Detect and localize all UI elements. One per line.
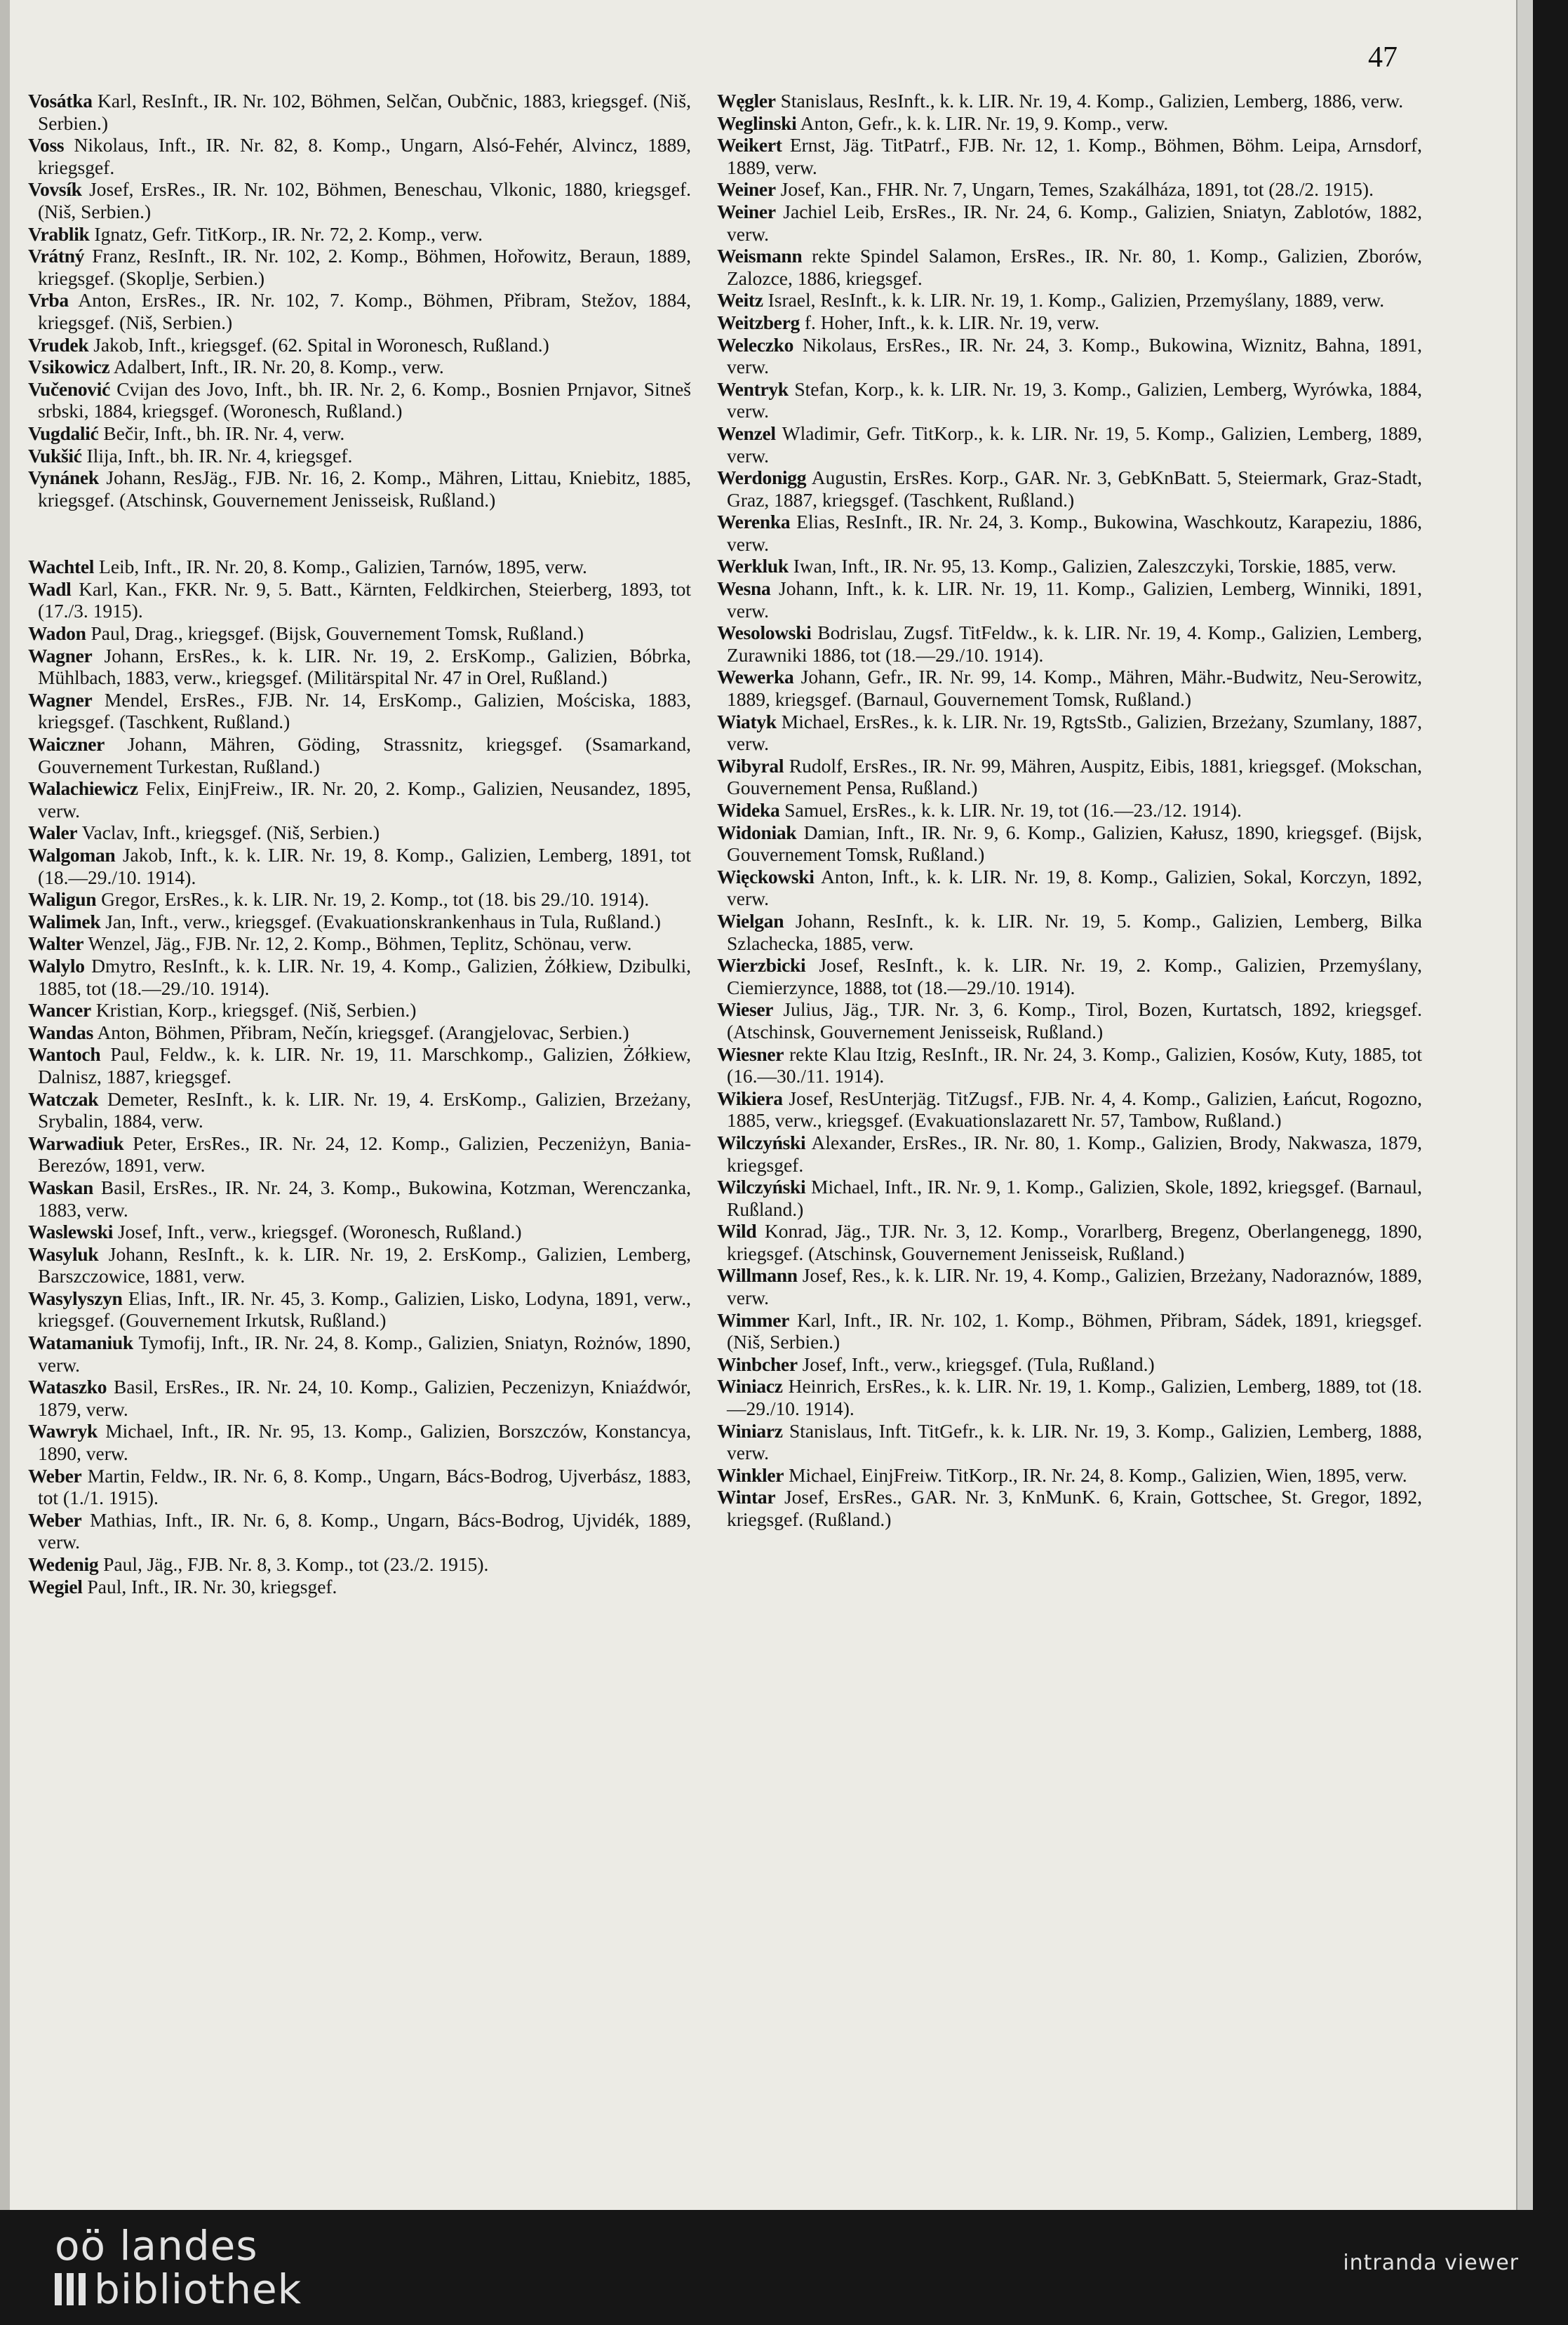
entry-surname: Wintar (717, 1486, 776, 1508)
entry-details: Franz, ResInft., IR. Nr. 102, 2. Komp., Böhmen, Hořowitz, Beraun, 1889, kriegsgef. (Skoplje, Serbien.) (38, 245, 691, 289)
entry-surname: Wielgan (717, 909, 784, 932)
register-entry (28, 1221, 691, 1243)
register-entry (717, 1087, 1422, 1132)
entry-surname: Wild (717, 1220, 757, 1242)
entry-surname: Wilczyński (717, 1131, 806, 1153)
entry-details: Josef, ResUnterjäg. TitZugsf., FJB. Nr. 4, 4. Komp., Galizien, Łańcut, Rogozno, 1885, verw., kriegsgef. (Evakuationslazarett Nr. 57, Tambow, Rußland.) (727, 1087, 1422, 1132)
entry-details: Johann, ErsRes., k. k. LIR. Nr. 19, 2. ErsKomp., Galizien, Bóbrka, Mühlbach, 1883, verw., kriegsgef. (Militärspital Nr. 47 in Orel, Rußland.) (38, 644, 691, 689)
register-entry (28, 178, 691, 222)
register-entry (717, 866, 1422, 910)
entry-details: rekte Spindel Salamon, ErsRes., IR. Nr. 80, 1. Komp., Galizien, Zborów, Zalozce, 1886, kriegsgef. (727, 245, 1422, 289)
entry-surname: Vovsík (28, 178, 82, 201)
entry-surname: Weiner (717, 178, 776, 201)
register-entry (717, 1132, 1422, 1176)
entry-details: Karl, Inft., IR. Nr. 102, 1. Komp., Böhmen, Přibram, Sádek, 1891, kriegsgef. (Niš, Serbien.) (727, 1308, 1422, 1353)
register-entry (28, 911, 691, 933)
entry-details: Bodrislau, Zugsf. TitFeldw., k. k. LIR. Nr. 19, 4. Komp., Galizien, Lemberg, Zurawniki 1886, tot (18.—29./10. 1914). (727, 622, 1422, 666)
entry-surname: Wenzel (717, 422, 776, 444)
register-entry (28, 578, 691, 622)
entry-surname: Wewerka (717, 666, 794, 688)
register-entry (28, 245, 691, 289)
register-entry (717, 1264, 1422, 1308)
entry-surname: Wiatyk (717, 710, 777, 732)
entry-surname: Wagner (28, 688, 93, 711)
register-entry (717, 1464, 1422, 1487)
entry-surname: Weitzberg (717, 311, 800, 333)
page-number: 47 (1368, 41, 1398, 74)
entry-details: Elias, ResInft., IR. Nr. 24, 3. Komp., Bukowina, Waschkoutz, Karapeziu, 1886, verw. (727, 511, 1422, 555)
entry-surname: Weitz (717, 289, 763, 311)
entry-surname: Voss (28, 134, 65, 156)
entry-surname: Więckowski (717, 865, 815, 887)
entry-details: Johann, ResInft., k. k. LIR. Nr. 19, 2. ErsKomp., Galizien, Lemberg, Barszczowice, 1881, verw. (38, 1242, 691, 1287)
register-entry (717, 201, 1422, 245)
entry-surname: Walter (28, 932, 84, 955)
entry-surname: Watczak (28, 1087, 99, 1110)
entry-details: Jakob, Inft., k. k. LIR. Nr. 19, 8. Komp., Galizien, Lemberg, 1891, tot (18.—29./10. 1914). (38, 844, 691, 888)
register-entry (717, 289, 1422, 311)
entry-details: Tymofij, Inft., IR. Nr. 24, 8. Komp., Galizien, Sniatyn, Rożnów, 1890, verw. (38, 1332, 691, 1376)
entry-surname: Wancer (28, 999, 91, 1021)
entry-surname: Wataszko (28, 1376, 107, 1398)
entry-details: Wladimir, Gefr. TitKorp., k. k. LIR. Nr. 19, 5. Komp., Galizien, Lemberg, 1889, verw. (727, 422, 1422, 467)
entry-surname: Wiesner (717, 1043, 784, 1065)
register-entry (717, 1043, 1422, 1087)
entry-details: Ernst, Jäg. TitPatrf., FJB. Nr. 12, 1. Komp., Böhmen, Böhm. Leipa, Arnsdorf, 1889, verw. (727, 134, 1422, 178)
register-entry (717, 1375, 1422, 1419)
entry-details: Karl, ResInft., IR. Nr. 102, Böhmen, Selčan, Oubčnic, 1883, kriegsgef. (Niš, Serbien.) (38, 90, 691, 134)
entry-surname: Winkler (717, 1463, 784, 1486)
register-entry (717, 1176, 1422, 1220)
register-entry (28, 822, 691, 844)
register-entry (717, 1420, 1422, 1464)
entry-surname: Wesna (717, 577, 771, 600)
entry-surname: Walgoman (28, 844, 116, 866)
register-entry (28, 777, 691, 822)
register-entry (717, 311, 1422, 334)
entry-details: Cvijan des Jovo, Inft., bh. IR. Nr. 2, 6. Komp., Bosnien Prnjavor, Sitneš srbski, 1884, kriegsgef. (Woronesch, Rußland.) (38, 377, 691, 422)
logo-bars-icon (55, 2273, 86, 2305)
entry-details: Adalbert, Inft., IR. Nr. 20, 8. Komp., verw. (109, 356, 444, 378)
logo-text-line2: bibliothek (94, 2265, 302, 2313)
entry-surname: Werenka (717, 511, 791, 533)
entry-details: Ilija, Inft., bh. IR. Nr. 4, kriegsgef. (81, 444, 353, 467)
entry-surname: Willmann (717, 1264, 798, 1287)
entry-details: Johann, ResJäg., FJB. Nr. 16, 2. Komp., Mähren, Littau, Kniebitz, 1885, kriegsgef. (Atschinsk, Gouvernement Jenisseisk, Rußland.) (38, 467, 691, 511)
entry-surname: Werkluk (717, 555, 789, 577)
entry-details: Dmytro, ResInft., k. k. LIR. Nr. 19, 4. Komp., Galizien, Żółkiew, Dzibulki, 1885, tot (18.—29./10. 1914). (38, 954, 691, 999)
entry-details: Michael, EinjFreiw. TitKorp., IR. Nr. 24, 8. Komp., Galizien, Wien, 1895, verw. (784, 1463, 1407, 1486)
entry-details: Anton, ErsRes., IR. Nr. 102, 7. Komp., Böhmen, Přibram, Stežov, 1884, kriegsgef. (Niš, Serbien.) (38, 289, 691, 333)
entry-details: Heinrich, ErsRes., k. k. LIR. Nr. 19, 1. Komp., Galizien, Lemberg, 1889, tot (18.—29./10. 1914). (727, 1375, 1422, 1420)
entry-details: Johann, Inft., k. k. LIR. Nr. 19, 11. Komp., Galizien, Lemberg, Winniki, 1891, verw. (727, 577, 1422, 622)
register-entry (717, 711, 1422, 755)
entry-surname: Winbcher (717, 1353, 798, 1375)
entry-details: Josef, ErsRes., GAR. Nr. 3, KnMunK. 6, Krain, Gottschee, St. Gregor, 1892, kriegsgef. (Rußland.) (727, 1486, 1422, 1530)
register-entry (717, 1220, 1422, 1264)
viewer-footer (0, 2210, 1568, 2325)
register-entry (28, 334, 691, 356)
entry-details: Paul, Jäg., FJB. Nr. 8, 3. Komp., tot (23./2. 1915). (98, 1553, 489, 1575)
entry-surname: Weleczko (717, 333, 794, 356)
entry-surname: Weismann (717, 245, 803, 267)
viewer-brand: intranda viewer (1343, 2251, 1519, 2275)
register-entry (717, 622, 1422, 666)
entry-details: Josef, ErsRes., IR. Nr. 102, Böhmen, Beneschau, Vlkonic, 1880, kriegsgef. (Niš, Serbien.) (38, 178, 691, 222)
entry-surname: Walimek (28, 910, 101, 932)
entry-surname: Wikiera (717, 1087, 783, 1109)
register-entry (28, 289, 691, 333)
entry-surname: Winiarz (717, 1419, 783, 1442)
register-entry (28, 932, 691, 955)
register-entry (717, 134, 1422, 178)
entry-surname: Widoniak (717, 821, 797, 843)
register-entry (28, 1287, 691, 1332)
entry-details: Leib, Inft., IR. Nr. 20, 8. Komp., Galizien, Tarnów, 1895, verw. (94, 556, 587, 578)
entry-surname: Werdonigg (717, 467, 807, 489)
register-entry (717, 755, 1422, 799)
logo-row (55, 2267, 302, 2311)
register-entry (717, 1353, 1422, 1376)
entry-details: Jakob, Inft., kriegsgef. (62. Spital in Woronesch, Rußland.) (88, 333, 549, 356)
register-entry (717, 422, 1422, 467)
entry-surname: Waiczner (28, 733, 105, 756)
entry-surname: Wieser (717, 998, 774, 1021)
register-entry (717, 378, 1422, 422)
entry-surname: Walachiewicz (28, 777, 138, 800)
register-entry (28, 445, 691, 467)
entry-surname: Walylo (28, 954, 85, 977)
register-entry (28, 1332, 691, 1376)
register-entry (28, 1465, 691, 1509)
entry-surname: Wesolowski (717, 622, 812, 644)
entry-details: rekte Klau Itzig, ResInft., IR. Nr. 24, 3. Komp., Galizien, Kosów, Kuty, 1885, tot (16.—30./11. 1914). (727, 1043, 1422, 1087)
left-column (28, 90, 691, 1597)
entry-details: Anton, Gefr., k. k. LIR. Nr. 19, 9. Komp., verw. (796, 112, 1169, 134)
entry-surname: Wentryk (717, 377, 789, 400)
register-entry (28, 955, 691, 999)
entry-surname: Waler (28, 822, 78, 844)
register-entry (717, 90, 1422, 112)
register-entry (28, 1088, 691, 1132)
register-entry (28, 999, 691, 1021)
entry-details: Jachiel Leib, ErsRes., IR. Nr. 24, 6. Komp., Galizien, Sniatyn, Zablotów, 1882, verw. (727, 200, 1422, 245)
entry-details: Basil, ErsRes., IR. Nr. 24, 3. Komp., Bukowina, Kotzman, Werenczanka, 1883, verw. (38, 1176, 691, 1221)
entry-details: Stanislaus, Inft. TitGefr., k. k. LIR. Nr. 19, 3. Komp., Galizien, Lemberg, 1888, verw. (727, 1419, 1422, 1464)
entry-details: Johann, Mähren, Göding, Strassnitz, kriegsgef. (Ssamarkand, Gouvernement Turkestan, Rußland.) (38, 733, 691, 777)
register-entry (28, 1177, 691, 1221)
entry-details: Josef, ResInft., k. k. LIR. Nr. 19, 2. Komp., Galizien, Przemyślany, Ciemierzynce, 1888, tot (18.—29./10. 1914). (727, 954, 1422, 998)
register-entry (28, 622, 691, 645)
entry-surname: Weber (28, 1508, 82, 1531)
entry-details: Peter, ErsRes., IR. Nr. 24, 12. Komp., Galizien, Peczeniżyn, Bania-Berezów, 1891, verw. (38, 1132, 691, 1177)
entry-surname: Wedenig (28, 1553, 99, 1575)
entry-surname: Vukšić (28, 444, 82, 467)
entry-surname: Wantoch (28, 1043, 101, 1066)
entry-details: f. Hoher, Inft., k. k. LIR. Nr. 19, verw. (799, 311, 1100, 333)
entry-surname: Wachtel (28, 556, 95, 578)
register-entry (28, 1021, 691, 1044)
register-entry (28, 1243, 691, 1287)
entry-details: Johann, ResInft., k. k. LIR. Nr. 19, 5. Komp., Galizien, Lemberg, Bilka Szlachecka, 1885, verw. (727, 909, 1422, 954)
entry-surname: Vynánek (28, 467, 99, 489)
entry-details: Karl, Kan., FKR. Nr. 9, 5. Batt., Kärnten, Feldkirchen, Steierberg, 1893, tot (17./3. 1915). (38, 577, 691, 622)
entry-surname: Watamaniuk (28, 1332, 133, 1354)
entry-details: Nikolaus, ErsRes., IR. Nr. 24, 3. Komp., Bukowina, Wiznitz, Bahna, 1891, verw. (727, 333, 1422, 378)
register-entry (717, 666, 1422, 710)
register-entry (28, 888, 691, 911)
entry-details: Rudolf, ErsRes., IR. Nr. 99, Mähren, Auspitz, Eibis, 1881, kriegsgef. (Mokschan, Gouvernement Pensa, Rußland.) (727, 754, 1422, 799)
register-entry (28, 733, 691, 777)
entry-details: Elias, Inft., IR. Nr. 45, 3. Komp., Galizien, Lisko, Lodyna, 1891, verw., kriegsgef. (Gouvernement Irkutsk, Rußland.) (38, 1287, 691, 1332)
entry-details: Anton, Inft., k. k. LIR. Nr. 19, 8. Komp., Galizien, Sokal, Korczyn, 1892, verw. (727, 865, 1422, 910)
register-entry (717, 1486, 1422, 1530)
entry-details: Iwan, Inft., IR. Nr. 95, 13. Komp., Galizien, Zaleszczyki, Torskie, 1885, verw. (788, 555, 1397, 577)
entry-details: Josef, Inft., verw., kriegsgef. (Woronesch, Rußland.) (113, 1221, 522, 1243)
register-entry (28, 467, 691, 511)
entry-details: Israel, ResInft., k. k. LIR. Nr. 19, 1. Komp., Galizien, Przemyślany, 1889, verw. (763, 289, 1385, 311)
entry-details: Josef, Res., k. k. LIR. Nr. 19, 4. Komp., Galizien, Brzeżany, Nadoraznów, 1889, verw. (727, 1264, 1422, 1309)
register-entry (717, 822, 1422, 866)
entry-surname: Wadon (28, 622, 86, 645)
entry-details: Paul, Feldw., k. k. LIR. Nr. 19, 11. Marschkomp., Galizien, Żółkiew, Dalnisz, 1887, kriegsgef. (38, 1043, 691, 1087)
entry-details: Wenzel, Jäg., FJB. Nr. 12, 2. Komp., Böhmen, Teplitz, Schönau, verw. (83, 932, 632, 955)
register-entry (717, 112, 1422, 135)
register-entry (28, 223, 691, 246)
entry-surname: Vrablik (28, 222, 90, 245)
entry-surname: Winiacz (717, 1375, 783, 1398)
entry-details: Felix, EinjFreiw., IR. Nr. 20, 2. Komp., Galizien, Neusandez, 1895, verw. (38, 777, 691, 822)
entry-surname: Węgler (717, 90, 776, 112)
entry-details: Johann, Gefr., IR. Nr. 99, 14. Komp., Mähren, Mähr.-Budwitz, Neu-Serowitz, 1889, kriegsgef. (Barnaul, Gouvernement Tomsk, Rußland.) (727, 666, 1422, 711)
entry-surname: Vrudek (28, 333, 89, 356)
entry-details: Anton, Böhmen, Přibram, Nečín, kriegsgef. (Arangjelovac, Serbien.) (93, 1021, 629, 1043)
register-entry (717, 577, 1422, 622)
entry-details: Vaclav, Inft., kriegsgef. (Niš, Serbien.) (77, 822, 380, 844)
register-entry (28, 1420, 691, 1464)
entry-surname: Wimmer (717, 1308, 790, 1331)
register-entry (717, 467, 1422, 511)
entry-surname: Wilczyński (717, 1176, 806, 1198)
entry-surname: Wierzbicki (717, 954, 806, 977)
register-entry (28, 556, 691, 578)
logo-text-line1: oö landes (55, 2222, 258, 2270)
entry-surname: Weglinski (717, 112, 797, 134)
entry-surname: Waskan (28, 1176, 93, 1198)
entry-details: Mathias, Inft., IR. Nr. 6, 8. Komp., Ungarn, Bács-Bodrog, Ujvidék, 1889, verw. (38, 1508, 691, 1553)
register-entry (28, 1043, 691, 1087)
entry-details: Stanislaus, ResInft., k. k. LIR. Nr. 19, 4. Komp., Galizien, Lemberg, 1886, verw. (775, 90, 1404, 112)
entry-surname: Vsikowicz (28, 356, 110, 378)
entry-details: Jan, Inft., verw., kriegsgef. (Evakuationskrankenhaus in Tula, Rußland.) (100, 910, 661, 932)
register-entry (28, 1553, 691, 1576)
register-entry (28, 1132, 691, 1177)
register-entry (28, 1509, 691, 1553)
entry-details: Martin, Feldw., IR. Nr. 6, 8. Komp., Ungarn, Bács-Bodrog, Ujverbász, 1883, tot (1./1. 1915). (38, 1464, 691, 1509)
entry-details: Demeter, ResInft., k. k. LIR. Nr. 19, 4. ErsKomp., Galizien, Brzeżany, Srybalin, 1884, verw. (38, 1087, 691, 1132)
entry-surname: Wibyral (717, 754, 784, 777)
entry-details: Kristian, Korp., kriegsgef. (Niš, Serbien.) (91, 999, 417, 1021)
entry-surname: Vugdalić (28, 422, 99, 444)
entry-details: Bečir, Inft., bh. IR. Nr. 4, verw. (98, 422, 345, 444)
entry-surname: Wawryk (28, 1420, 98, 1442)
register-entry (717, 511, 1422, 555)
entry-details: Julius, Jäg., TJR. Nr. 3, 6. Komp., Tirol, Bozen, Kurtatsch, 1892, kriegsgef. (Atschinsk, Gouvernement Jenisseisk, Rußland.) (727, 998, 1422, 1043)
entry-details: Nikolaus, Inft., IR. Nr. 82, 8. Komp., Ungarn, Alsó-Fehér, Alvincz, 1889, kriegsgef. (38, 134, 691, 178)
entry-surname: Waligun (28, 888, 97, 911)
entry-details: Mendel, ErsRes., FJB. Nr. 14, ErsKomp., Galizien, Mościska, 1883, kriegsgef. (Taschkent, Rußland.) (38, 688, 691, 733)
register-entry (717, 954, 1422, 998)
entry-surname: Wagner (28, 644, 93, 666)
entry-details: Samuel, ErsRes., k. k. LIR. Nr. 19, tot (16.—23./12. 1914). (779, 799, 1242, 821)
entry-details: Paul, Drag., kriegsgef. (Bijsk, Gouvernement Tomsk, Rußland.) (86, 622, 584, 645)
register-entry (717, 1309, 1422, 1353)
page-spine (0, 0, 10, 2210)
entry-details: Josef, Inft., verw., kriegsgef. (Tula, Rußland.) (797, 1353, 1155, 1375)
register-entry (28, 134, 691, 178)
register-entry (28, 844, 691, 888)
register-entry (717, 245, 1422, 289)
right-column (717, 90, 1422, 1531)
register-entry (717, 334, 1422, 378)
register-entry (28, 689, 691, 733)
entry-surname: Wasylyszyn (28, 1287, 123, 1309)
entry-details: Konrad, Jäg., TJR. Nr. 3, 12. Komp., Vorarlberg, Bregenz, Oberlangenegg, 1890, kriegsgef. (Atschinsk, Gouvernement Jenisseisk, Rußland.) (727, 1220, 1422, 1264)
register-entry (717, 998, 1422, 1043)
entry-details: Ignatz, Gefr. TitKorp., IR. Nr. 72, 2. Komp., verw. (89, 222, 483, 245)
entry-details: Alexander, ErsRes., IR. Nr. 80, 1. Komp., Galizien, Brody, Nakwasza, 1879, kriegsgef. (727, 1131, 1422, 1176)
register-entry (717, 910, 1422, 954)
entry-surname: Wasyluk (28, 1242, 99, 1265)
register-entry (28, 90, 691, 134)
entry-surname: Weiner (717, 200, 776, 222)
entry-surname: Vrba (28, 289, 69, 311)
entry-surname: Weikert (717, 134, 782, 156)
register-entry (28, 422, 691, 445)
register-entry (717, 555, 1422, 577)
entry-surname: Waslewski (28, 1221, 114, 1243)
register-entry (28, 1376, 691, 1420)
entry-details: Paul, Inft., IR. Nr. 30, kriegsgef. (82, 1575, 337, 1597)
entry-surname: Vosátka (28, 90, 93, 112)
entry-surname: Vučenović (28, 377, 110, 400)
entry-surname: Vrátný (28, 245, 85, 267)
entry-details: Augustin, ErsRes. Korp., GAR. Nr. 3, GebKnBatt. 5, Steiermark, Graz-Stadt, Graz, 1887, kriegsgef. (Taschkent, Rußland.) (727, 467, 1422, 511)
entry-details: Damian, Inft., IR. Nr. 9, 6. Komp., Galizien, Kałusz, 1890, kriegsgef. (Bijsk, Gouvernement Tomsk, Rußland.) (727, 821, 1422, 866)
entry-details: Josef, Kan., FHR. Nr. 7, Ungarn, Temes, Szakálháza, 1891, tot (28./2. 1915). (775, 178, 1374, 201)
library-logo[interactable] (55, 2224, 302, 2311)
entry-surname: Wideka (717, 799, 780, 821)
entry-details: Stefan, Korp., k. k. LIR. Nr. 19, 3. Komp., Galizien, Lemberg, Wyrówka, 1884, verw. (727, 377, 1422, 422)
entry-surname: Wandas (28, 1021, 93, 1043)
entry-details: Michael, Inft., IR. Nr. 9, 1. Komp., Galizien, Skole, 1892, kriegsgef. (Barnaul, Rußland.) (727, 1176, 1422, 1220)
register-entry (717, 799, 1422, 822)
register-entry (28, 645, 691, 689)
register-entry (717, 178, 1422, 201)
entry-details: Michael, ErsRes., k. k. LIR. Nr. 19, RgtsStb., Galizien, Brzeżany, Szumlany, 1887, verw. (727, 710, 1422, 755)
register-entry (28, 1576, 691, 1598)
entry-details: Basil, ErsRes., IR. Nr. 24, 10. Komp., Galizien, Peczenizyn, Kniaźdwór, 1879, verw. (38, 1376, 691, 1420)
register-entry (28, 356, 691, 378)
entry-details: Gregor, ErsRes., k. k. LIR. Nr. 19, 2. Komp., tot (18. bis 29./10. 1914). (96, 888, 650, 911)
entry-surname: Weber (28, 1464, 82, 1487)
page-edge (1516, 0, 1533, 2210)
register-entry (28, 378, 691, 422)
entry-details: Michael, Inft., IR. Nr. 95, 13. Komp., Galizien, Borszczów, Konstancya, 1890, verw. (38, 1420, 691, 1465)
entry-surname: Wadl (28, 577, 72, 600)
entry-surname: Warwadiuk (28, 1132, 124, 1154)
entry-surname: Wegiel (28, 1575, 83, 1597)
